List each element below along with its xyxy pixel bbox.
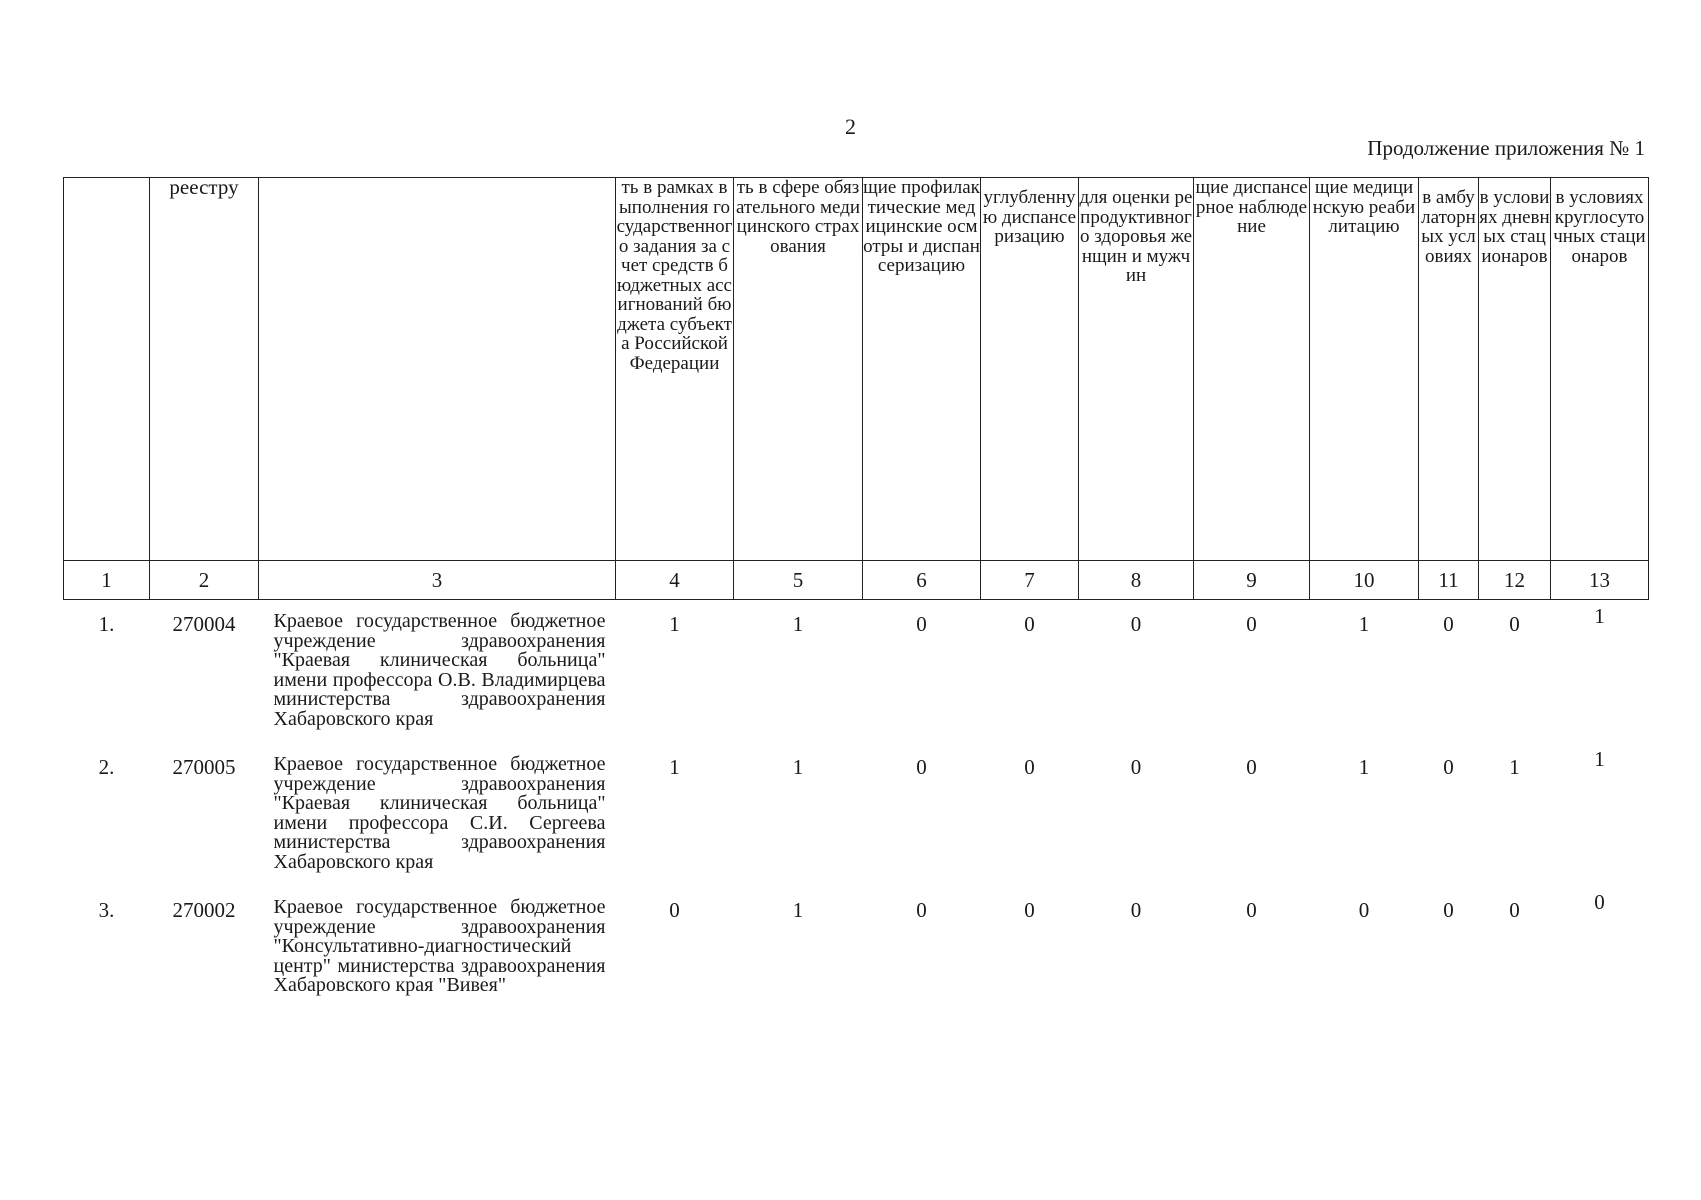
header-cell: для оценки репродуктивного здоровья женщин и мужчин bbox=[1079, 178, 1194, 561]
table-cell: 1 bbox=[792, 612, 804, 636]
organization-name: Краевое государственное бюджетное учреждение здравоохранения "Краевая клиническая больница" имени профессора О.В. Владимирцева министерства здравоохранения Хабаровского края bbox=[273, 610, 606, 730]
table-row bbox=[64, 886, 1649, 1010]
header-cell: ть в сфере обязательного медицинского страхования bbox=[734, 178, 863, 561]
column-number: 8 bbox=[1079, 561, 1194, 600]
table-cell: 1 bbox=[1509, 755, 1520, 779]
column-number: 13 bbox=[1551, 561, 1649, 600]
registry-code: 270005 bbox=[172, 755, 236, 779]
registry-code: 270004 bbox=[172, 612, 236, 636]
header-cell: в условиях круглосуточных стационаров bbox=[1551, 178, 1649, 561]
header-cell: реестру bbox=[150, 178, 259, 561]
table-cell: 0 bbox=[916, 898, 927, 922]
table-cell: 1 bbox=[1358, 755, 1370, 779]
table-cell: 0 bbox=[1130, 612, 1142, 636]
registry-code: 270002 bbox=[172, 898, 236, 922]
column-number: 6 bbox=[863, 561, 981, 600]
header-cell bbox=[64, 178, 150, 561]
header-cell: щие медицинскую реабилитацию bbox=[1310, 178, 1419, 561]
page-number: 2 bbox=[845, 114, 856, 139]
table-cell: 0 bbox=[916, 612, 927, 636]
table-cell: 0 bbox=[1509, 612, 1520, 636]
table-cell: 1 bbox=[792, 898, 804, 922]
table-cell: 0 bbox=[1024, 755, 1035, 779]
table-row bbox=[64, 743, 1649, 886]
column-number: 3 bbox=[259, 561, 616, 600]
table-cell: 0 bbox=[1246, 898, 1257, 922]
column-number: 11 bbox=[1419, 561, 1479, 600]
table-cell: 1 bbox=[669, 612, 680, 636]
header-cell: углубленную диспансеризацию bbox=[981, 178, 1079, 561]
table-cell: 0 bbox=[1443, 755, 1454, 779]
column-number: 2 bbox=[150, 561, 259, 600]
table-cell: 0 bbox=[669, 898, 680, 922]
organization-name: Краевое государственное бюджетное учреждение здравоохранения "Краевая клиническая больница" имени профессора С.И. Сергеева министерства здравоохранения Хабаровского края bbox=[273, 753, 606, 873]
table-cell: 0 bbox=[1358, 898, 1370, 922]
column-number: 10 bbox=[1310, 561, 1419, 600]
table-row bbox=[64, 600, 1649, 744]
table-header bbox=[64, 178, 1649, 600]
table-cell: 1 bbox=[1594, 747, 1605, 771]
header-cell: в амбулаторных условиях bbox=[1419, 178, 1479, 561]
column-number: 1 bbox=[64, 561, 150, 600]
header-cell: ть в рамках выполнения государственного задания за счет средств бюджетных ассигнований бюджета субъекта Российской Федерации bbox=[616, 178, 734, 561]
table-cell: 0 bbox=[1130, 755, 1142, 779]
table-cell: 0 bbox=[1509, 898, 1520, 922]
table-cell: 0 bbox=[916, 755, 927, 779]
header-cell bbox=[259, 178, 616, 561]
organization-name: Краевое государственное бюджетное учреждение здравоохранения "Консультативно-диагностический центр" министерства здравоохранения Хабаровского края "Вивея" bbox=[273, 896, 606, 996]
table-cell: 1 bbox=[1358, 612, 1370, 636]
row-number: 3. bbox=[98, 898, 115, 922]
table-cell: 1 bbox=[669, 755, 680, 779]
row-number: 2. bbox=[98, 755, 115, 779]
table-body bbox=[64, 600, 1649, 1010]
table-cell: 0 bbox=[1246, 612, 1257, 636]
table-cell: 1 bbox=[1594, 604, 1605, 628]
row-number: 1. bbox=[98, 612, 115, 636]
table-cell: 0 bbox=[1594, 890, 1605, 914]
column-number: 5 bbox=[734, 561, 863, 600]
table-cell: 0 bbox=[1024, 612, 1035, 636]
table-cell: 0 bbox=[1443, 612, 1454, 636]
table-cell: 1 bbox=[792, 755, 804, 779]
table-cell: 0 bbox=[1130, 898, 1142, 922]
column-number: 4 bbox=[616, 561, 734, 600]
table-cell: 0 bbox=[1024, 898, 1035, 922]
header-cell: щие профилактические медицинские осмотры и диспансеризацию bbox=[863, 178, 981, 561]
header-cell: в условиях дневных стационаров bbox=[1479, 178, 1551, 561]
appendix-continuation-label: Продолжение приложения № 1 bbox=[1367, 136, 1645, 160]
column-number: 7 bbox=[981, 561, 1079, 600]
column-number-row bbox=[64, 561, 1649, 600]
table-cell: 0 bbox=[1246, 755, 1257, 779]
table-cell: 0 bbox=[1443, 898, 1454, 922]
header-cell: щие диспансерное наблюдение bbox=[1194, 178, 1310, 561]
column-number: 9 bbox=[1194, 561, 1310, 600]
column-number: 12 bbox=[1479, 561, 1551, 600]
medical-organizations-table bbox=[63, 177, 1649, 1010]
